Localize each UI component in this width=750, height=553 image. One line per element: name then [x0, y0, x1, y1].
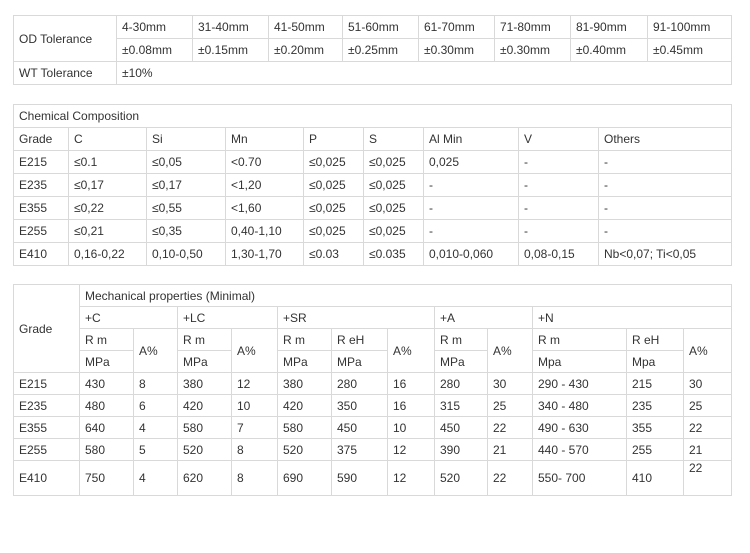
- value-cell: 410: [627, 461, 684, 496]
- tolerance-table: [13, 15, 732, 85]
- column-header: Si: [147, 128, 226, 151]
- od-tolerance-label: OD Tolerance: [14, 16, 117, 62]
- value-cell: 8: [232, 439, 278, 461]
- od-value-cell: ±0.40mm: [571, 39, 648, 62]
- unit-header: MPa: [435, 351, 488, 373]
- value-cell: 450: [435, 417, 488, 439]
- value-cell: 30: [488, 373, 533, 395]
- table-row: [14, 439, 732, 461]
- value-cell: 380: [278, 373, 332, 395]
- value-cell: 550- 700: [533, 461, 627, 496]
- column-header: S: [364, 128, 424, 151]
- wt-value-cell: ±10%: [117, 62, 732, 85]
- value-cell: 420: [178, 395, 232, 417]
- column-header: V: [519, 128, 599, 151]
- chemical-composition-table: [13, 104, 732, 266]
- table-row: [14, 174, 732, 197]
- reh-header: R eH: [627, 329, 684, 351]
- tolerance-range-row: [14, 16, 732, 39]
- value-cell: 22: [488, 417, 533, 439]
- value-cell: -: [424, 197, 519, 220]
- condition-header: +LC: [178, 307, 278, 329]
- value-cell: 315: [435, 395, 488, 417]
- grade-cell: E410: [14, 461, 80, 496]
- value-cell: <0.70: [226, 151, 304, 174]
- table-row: [14, 461, 732, 496]
- value-cell: 355: [627, 417, 684, 439]
- unit-header: MPa: [332, 351, 388, 373]
- value-cell: 380: [178, 373, 232, 395]
- value-cell: 235: [627, 395, 684, 417]
- column-header: Grade: [14, 128, 69, 151]
- condition-header: +N: [533, 307, 732, 329]
- value-cell: 580: [80, 439, 134, 461]
- value-cell: 25: [684, 395, 732, 417]
- value-cell: 215: [627, 373, 684, 395]
- value-cell: 580: [178, 417, 232, 439]
- value-cell: 12: [232, 373, 278, 395]
- a-percent-header: A%: [232, 329, 278, 373]
- value-cell: 10: [232, 395, 278, 417]
- value-cell: ≤0,025: [364, 174, 424, 197]
- value-cell: -: [519, 174, 599, 197]
- value-cell: ≤0,025: [304, 151, 364, 174]
- value-cell: 22: [684, 461, 732, 496]
- value-cell: 1,30-1,70: [226, 243, 304, 266]
- range-cell: 91-100mm: [648, 16, 732, 39]
- value-cell: -: [599, 220, 732, 243]
- grade-cell: E215: [14, 373, 80, 395]
- grade-cell: E255: [14, 220, 69, 243]
- value-cell: -: [424, 220, 519, 243]
- value-cell: ≤0,025: [364, 220, 424, 243]
- value-cell: ≤0,05: [147, 151, 226, 174]
- value-cell: -: [519, 151, 599, 174]
- wt-tolerance-label: WT Tolerance: [14, 62, 117, 85]
- range-cell: 31-40mm: [193, 16, 269, 39]
- value-cell: -: [599, 197, 732, 220]
- value-cell: 21: [488, 439, 533, 461]
- value-cell: 0,010-0,060: [424, 243, 519, 266]
- value-cell: 16: [388, 395, 435, 417]
- od-value-cell: ±0.20mm: [269, 39, 343, 62]
- property-header-row: [14, 329, 732, 351]
- value-cell: 420: [278, 395, 332, 417]
- rm-header: R m: [80, 329, 134, 351]
- a-percent-header: A%: [134, 329, 178, 373]
- value-cell: ≤0,55: [147, 197, 226, 220]
- value-cell: ≤0.1: [69, 151, 147, 174]
- column-header: C: [69, 128, 147, 151]
- value-cell: 21: [684, 439, 732, 461]
- value-cell: 4: [134, 417, 178, 439]
- value-cell: ≤0,025: [364, 151, 424, 174]
- value-cell: <1,20: [226, 174, 304, 197]
- value-cell: 280: [435, 373, 488, 395]
- range-cell: 41-50mm: [269, 16, 343, 39]
- table-row: [14, 220, 732, 243]
- value-cell: -: [599, 151, 732, 174]
- unit-header: Mpa: [533, 351, 627, 373]
- unit-header: MPa: [80, 351, 134, 373]
- value-cell: 7: [232, 417, 278, 439]
- value-cell: ≤0,025: [304, 174, 364, 197]
- value-cell: 255: [627, 439, 684, 461]
- condition-header: +A: [435, 307, 533, 329]
- value-cell: 0,08-0,15: [519, 243, 599, 266]
- value-cell: 22: [488, 461, 533, 496]
- value-cell: 480: [80, 395, 134, 417]
- value-cell: 520: [278, 439, 332, 461]
- grade-cell: E235: [14, 174, 69, 197]
- value-cell: 430: [80, 373, 134, 395]
- value-cell: -: [519, 220, 599, 243]
- value-cell: 8: [134, 373, 178, 395]
- unit-header: Mpa: [627, 351, 684, 373]
- condition-header: +SR: [278, 307, 435, 329]
- value-cell: 620: [178, 461, 232, 496]
- table-row: [14, 197, 732, 220]
- value-cell: 8: [232, 461, 278, 496]
- value-cell: 25: [488, 395, 533, 417]
- wt-row: [14, 62, 732, 85]
- value-cell: 22: [684, 417, 732, 439]
- od-value-cell: ±0.45mm: [648, 39, 732, 62]
- unit-header: MPa: [278, 351, 332, 373]
- mechanical-properties-table: [13, 284, 732, 496]
- value-cell: 440 - 570: [533, 439, 627, 461]
- value-cell: ≤0.035: [364, 243, 424, 266]
- value-cell: 0,40-1,10: [226, 220, 304, 243]
- chemical-rows: [14, 151, 732, 266]
- value-cell: ≤0,22: [69, 197, 147, 220]
- od-value-row: [14, 39, 732, 62]
- value-cell: 690: [278, 461, 332, 496]
- value-cell: 450: [332, 417, 388, 439]
- value-cell: ≤0,35: [147, 220, 226, 243]
- value-cell: 280: [332, 373, 388, 395]
- value-cell: -: [424, 174, 519, 197]
- rm-header: R m: [278, 329, 332, 351]
- a-percent-header: A%: [388, 329, 435, 373]
- value-cell: 590: [332, 461, 388, 496]
- value-cell: -: [599, 174, 732, 197]
- unit-header-row: [14, 351, 732, 373]
- od-value-cell: ±0.30mm: [419, 39, 495, 62]
- mechanical-title: Mechanical properties (Minimal): [80, 285, 732, 307]
- grade-cell: E355: [14, 197, 69, 220]
- grade-cell: E355: [14, 417, 80, 439]
- mechanical-rows: [14, 373, 732, 496]
- value-cell: 0,16-0,22: [69, 243, 147, 266]
- od-value-cell: ±0.15mm: [193, 39, 269, 62]
- value-cell: 390: [435, 439, 488, 461]
- range-cell: 81-90mm: [571, 16, 648, 39]
- chemical-header-row: [14, 128, 732, 151]
- chemical-title: Chemical Composition: [14, 105, 732, 128]
- a-percent-header: A%: [488, 329, 533, 373]
- range-cell: 51-60mm: [343, 16, 419, 39]
- value-cell: ≤0,025: [304, 220, 364, 243]
- condition-header-row: [14, 307, 732, 329]
- value-cell: 490 - 630: [533, 417, 627, 439]
- range-cell: 61-70mm: [419, 16, 495, 39]
- value-cell: 12: [388, 461, 435, 496]
- table-row: [14, 243, 732, 266]
- grade-cell: E255: [14, 439, 80, 461]
- value-cell: 16: [388, 373, 435, 395]
- rm-header: R m: [178, 329, 232, 351]
- value-cell: 5: [134, 439, 178, 461]
- column-header: Al Min: [424, 128, 519, 151]
- value-cell: 520: [435, 461, 488, 496]
- rm-header: R m: [435, 329, 488, 351]
- value-cell: 640: [80, 417, 134, 439]
- column-header: Mn: [226, 128, 304, 151]
- od-value-cell: ±0.30mm: [495, 39, 571, 62]
- range-cell: 4-30mm: [117, 16, 193, 39]
- table-row: [14, 373, 732, 395]
- grade-cell: E215: [14, 151, 69, 174]
- value-cell: ≤0.03: [304, 243, 364, 266]
- value-cell: -: [519, 197, 599, 220]
- unit-header: MPa: [178, 351, 232, 373]
- value-cell: ≤0,17: [147, 174, 226, 197]
- value-cell: ≤0,025: [364, 197, 424, 220]
- value-cell: 520: [178, 439, 232, 461]
- value-cell: Nb<0,07; Ti<0,05: [599, 243, 732, 266]
- grade-cell: E410: [14, 243, 69, 266]
- value-cell: 0,025: [424, 151, 519, 174]
- value-cell: 4: [134, 461, 178, 496]
- a-percent-header: A%: [684, 329, 732, 373]
- table-row: [14, 417, 732, 439]
- table-row: [14, 151, 732, 174]
- grade-cell: E235: [14, 395, 80, 417]
- value-cell: 580: [278, 417, 332, 439]
- value-cell: 375: [332, 439, 388, 461]
- column-header: Others: [599, 128, 732, 151]
- od-value-cell: ±0.25mm: [343, 39, 419, 62]
- value-cell: 30: [684, 373, 732, 395]
- condition-header: +C: [80, 307, 178, 329]
- value-cell: <1,60: [226, 197, 304, 220]
- value-cell: ≤0,17: [69, 174, 147, 197]
- value-cell: 6: [134, 395, 178, 417]
- od-value-cell: ±0.08mm: [117, 39, 193, 62]
- value-cell: 290 - 430: [533, 373, 627, 395]
- value-cell: ≤0,21: [69, 220, 147, 243]
- value-cell: 0,10-0,50: [147, 243, 226, 266]
- value-cell: 340 - 480: [533, 395, 627, 417]
- range-cell: 71-80mm: [495, 16, 571, 39]
- value-cell: 10: [388, 417, 435, 439]
- table-row: [14, 395, 732, 417]
- value-cell: 12: [388, 439, 435, 461]
- value-cell: 750: [80, 461, 134, 496]
- column-header: P: [304, 128, 364, 151]
- value-cell: ≤0,025: [304, 197, 364, 220]
- rm-header: R m: [533, 329, 627, 351]
- reh-header: R eH: [332, 329, 388, 351]
- grade-header: Grade: [14, 285, 80, 373]
- value-cell: 350: [332, 395, 388, 417]
